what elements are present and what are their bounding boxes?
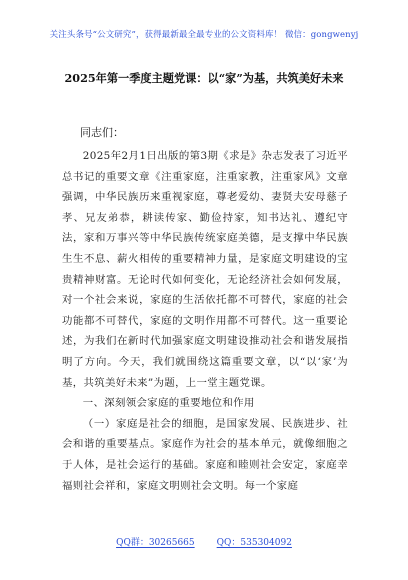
footer-contact xyxy=(0,535,408,548)
salutation: 同志们： xyxy=(80,126,124,139)
body-paragraph-intro: 2025年2月1日出版的第3期《求是》杂志发表了习近平总书记的重要文章《注重家庭，注重家教，注重家风》文章强调，中华民族历来重视家庭，尊老爱幼、妻贤夫安母慈子孝、兄友弟恭，耕读传家、勤俭持家，知书达礼、遵纪守法，家和万事兴等中华民族传统家庭美德，是支撑中华民族生生不息、薪火相传的重要精神力量，是家庭文明建设的宝贵精神财富。无论时代如何变化，无论经济社会如何发展，对一个社会来说，家庭的生活依托都不可替代，家庭的社会功能都不可替代，家庭的文明作用都不可替代。这一重要论述，为我们在新时代加强家庭文明建设推动社会和谐发展指明了方向。今天，我们就围绕这篇重要文章，以“以‘家’为基，共筑美好未来”为题，上一堂主题党课。 xyxy=(62,150,348,389)
body-paragraph-1-1: （一）家庭是社会的细胞，是国家发展、民族进步、社会和谐的重要基点。家庭作为社会的基本单元，就像细胞之于人体，是社会运行的基础。家庭和睦则社会安定，家庭幸福则社会祥和，家庭文明则社会文明。每一个家庭 xyxy=(62,417,348,492)
document-title: 2025年第一季度主题党课：以“家”为基，共筑美好未来 xyxy=(64,71,344,85)
footer-qq-number: QQ：535304092 xyxy=(216,538,292,548)
section-heading-1: 一、深刻领会家庭的重要地位和作用 xyxy=(82,397,255,410)
document-body xyxy=(62,146,348,496)
header-promo-note: 关注头条号“公文研究”，获得最新最全最专业的公文资料库！ 微信：gongwenyj xyxy=(49,30,359,40)
footer-qq-group: QQ群：30265665 xyxy=(116,538,195,548)
